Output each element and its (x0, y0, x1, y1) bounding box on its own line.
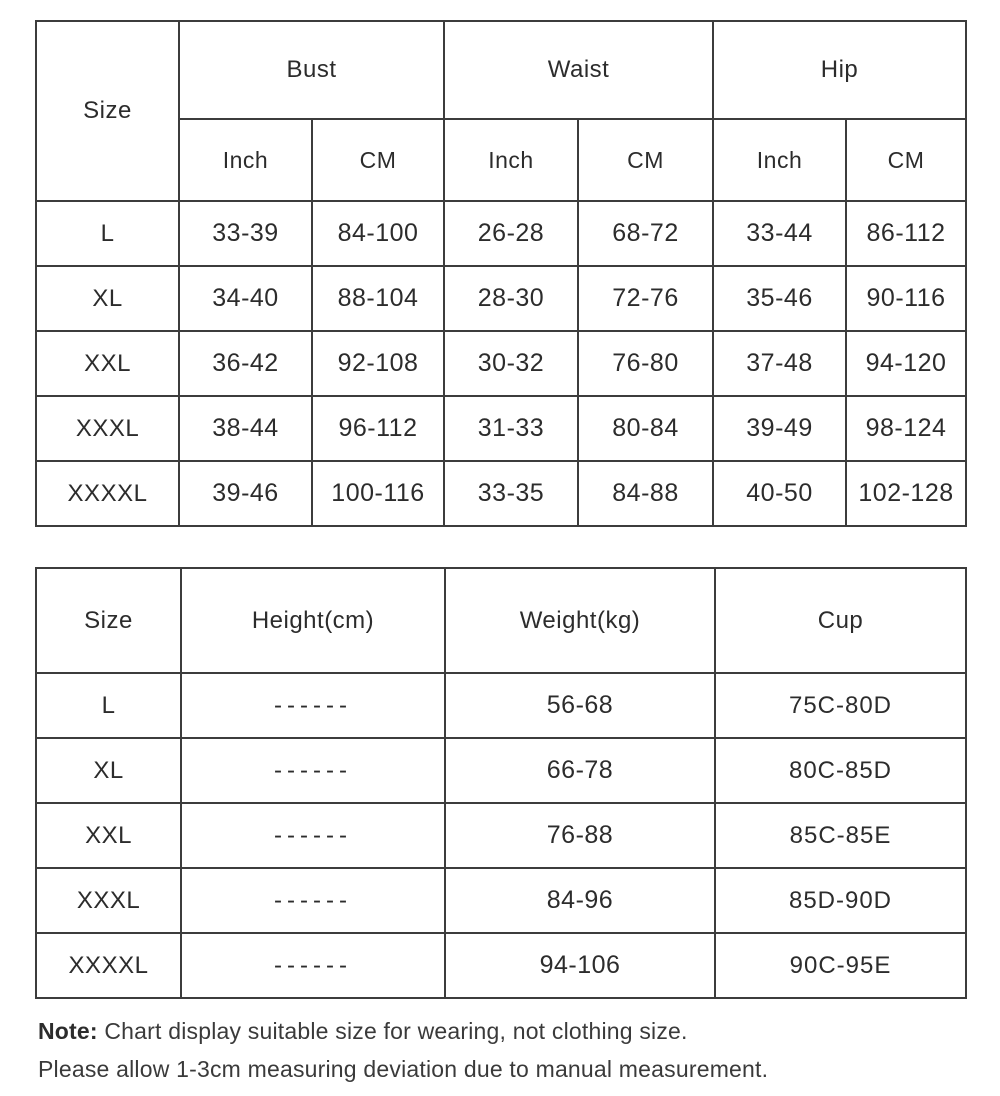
table-row (36, 803, 966, 868)
size-column-header: Size (36, 21, 179, 201)
table-cell: 90-116 (846, 266, 966, 331)
row-size-label: XL (36, 738, 181, 803)
height-cell: ------ (181, 803, 445, 868)
hip-cm-header: CM (846, 119, 966, 201)
waist-inch-header: Inch (444, 119, 578, 201)
fit-header-row (36, 568, 966, 673)
table-cell: 76-80 (578, 331, 713, 396)
bust-cm-header: CM (312, 119, 444, 201)
table-row (36, 461, 966, 526)
table-cell: 94-120 (846, 331, 966, 396)
waist-cm-header: CM (578, 119, 713, 201)
table-cell: 96-112 (312, 396, 444, 461)
table-cell: 31-33 (444, 396, 578, 461)
table-cell: 72-76 (578, 266, 713, 331)
bust-inch-header: Inch (179, 119, 312, 201)
cup-cell: 75C-80D (715, 673, 966, 738)
measurement-header-row (36, 21, 966, 119)
table-cell: 100-116 (312, 461, 444, 526)
row-size-label: L (36, 673, 181, 738)
row-size-label: XXXL (36, 868, 181, 933)
table-cell: 80-84 (578, 396, 713, 461)
table-row (36, 738, 966, 803)
table-row (36, 673, 966, 738)
row-size-label: XXXXL (36, 461, 179, 526)
table-cell: 35-46 (713, 266, 846, 331)
weight-cell: 56-68 (445, 673, 715, 738)
row-size-label: XXXL (36, 396, 179, 461)
row-size-label: XL (36, 266, 179, 331)
table-cell: 39-46 (179, 461, 312, 526)
weight-header: Weight(kg) (445, 568, 715, 673)
waist-group-header: Waist (444, 21, 713, 119)
table-cell: 30-32 (444, 331, 578, 396)
row-size-label: L (36, 201, 179, 266)
fit-size-header: Size (36, 568, 181, 673)
row-size-label: XXL (36, 331, 179, 396)
table-cell: 88-104 (312, 266, 444, 331)
height-cell: ------ (181, 738, 445, 803)
table-cell: 37-48 (713, 331, 846, 396)
bust-group-header: Bust (179, 21, 444, 119)
fit-table (35, 567, 967, 999)
cup-cell: 85C-85E (715, 803, 966, 868)
table-cell: 102-128 (846, 461, 966, 526)
table-cell: 26-28 (444, 201, 578, 266)
table-row (36, 331, 966, 396)
height-header: Height(cm) (181, 568, 445, 673)
cup-cell: 90C-95E (715, 933, 966, 998)
table-cell: 86-112 (846, 201, 966, 266)
table-cell: 40-50 (713, 461, 846, 526)
table-row (36, 868, 966, 933)
footnote (38, 1012, 978, 1088)
table-cell: 33-39 (179, 201, 312, 266)
note-text: Chart display suitable size for wearing, not clothing size. (97, 1018, 688, 1044)
cup-cell: 85D-90D (715, 868, 966, 933)
table-cell: 33-44 (713, 201, 846, 266)
note-label: Note: (38, 1018, 98, 1044)
weight-cell: 94-106 (445, 933, 715, 998)
weight-cell: 66-78 (445, 738, 715, 803)
row-size-label: XXXXL (36, 933, 181, 998)
weight-cell: 84-96 (445, 868, 715, 933)
row-size-label: XXL (36, 803, 181, 868)
table-cell: 38-44 (179, 396, 312, 461)
height-cell: ------ (181, 673, 445, 738)
measurement-table (35, 20, 967, 527)
footnote-line-2: Please allow 1-3cm measuring deviation due to manual measurement. (38, 1056, 769, 1082)
cup-cell: 80C-85D (715, 738, 966, 803)
table-row (36, 201, 966, 266)
height-cell: ------ (181, 868, 445, 933)
table-row (36, 396, 966, 461)
cup-header: Cup (715, 568, 966, 673)
table-cell: 34-40 (179, 266, 312, 331)
weight-cell: 76-88 (445, 803, 715, 868)
height-cell: ------ (181, 933, 445, 998)
table-cell: 28-30 (444, 266, 578, 331)
table-row (36, 933, 966, 998)
table-cell: 33-35 (444, 461, 578, 526)
hip-group-header: Hip (713, 21, 966, 119)
table-cell: 84-100 (312, 201, 444, 266)
table-cell: 36-42 (179, 331, 312, 396)
hip-inch-header: Inch (713, 119, 846, 201)
footnote-line-1 (38, 1012, 978, 1050)
table-cell: 68-72 (578, 201, 713, 266)
table-row (36, 266, 966, 331)
table-cell: 92-108 (312, 331, 444, 396)
table-cell: 98-124 (846, 396, 966, 461)
table-cell: 39-49 (713, 396, 846, 461)
table-cell: 84-88 (578, 461, 713, 526)
